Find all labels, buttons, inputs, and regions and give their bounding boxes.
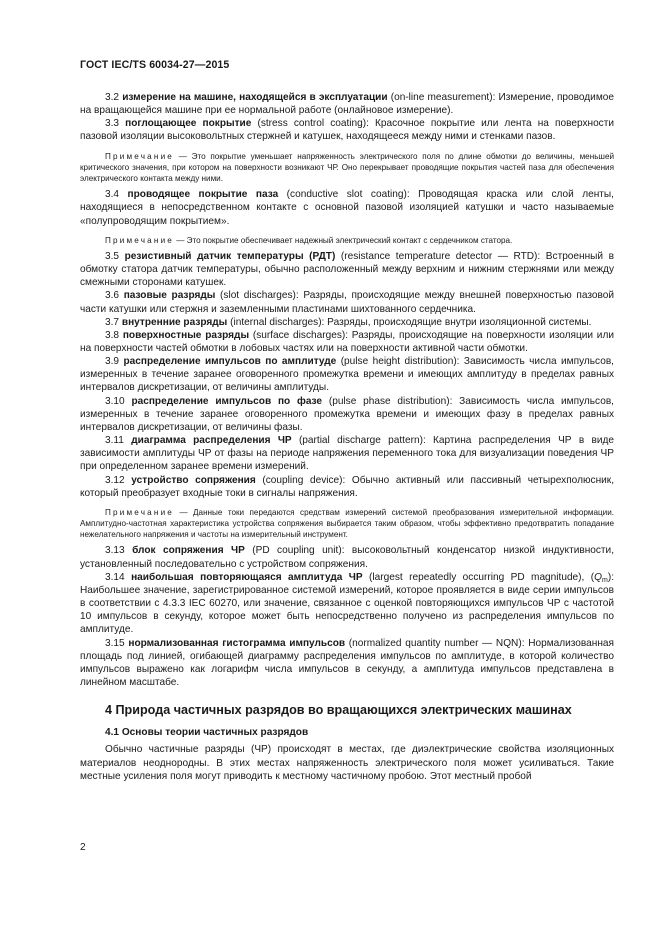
term-name: распределение импульсов по амплитуде: [123, 356, 337, 368]
term-3-15: [80, 637, 614, 690]
term-number: 3.5: [105, 250, 120, 262]
term-name: внутренние разряды: [121, 316, 228, 328]
note-1: [80, 151, 614, 185]
page-number: 2: [80, 842, 86, 853]
term-3-4: [80, 188, 614, 227]
term-definition: (on-line measurement): Измерение, проводимое на вращающейся машине при ее нормальной работе (онлайновое измерение).: [80, 92, 614, 117]
symbol-q-subscript: m: [601, 576, 608, 584]
term-name: поверхностные разряды: [122, 329, 250, 341]
term-definition: (pulse height distribution): Зависимость числа импульсов, измеренных в течение заранее оговоренного промежутка времени и имеющих амплитуду в пределах равных интервалов дискретизации, от величины амплитуды.: [80, 356, 614, 394]
term-definition: (stress control coating): Красочное покрытие или лента на поверхности пазовой изоляции высоковольтных стержней и катушек, находящееся между ними и стенками пазов.: [80, 118, 614, 143]
term-name: устройство сопряжения: [131, 474, 256, 486]
term-3-12: [80, 474, 614, 500]
term-3-7: [80, 316, 614, 329]
note-label: Примечание: [105, 507, 175, 517]
term-number: 3.8: [105, 329, 120, 341]
term-name: проводящее покрытие паза: [127, 189, 279, 201]
term-name: распределение импульсов по фазе: [131, 395, 323, 407]
term-number: 3.2: [105, 92, 120, 103]
term-definition-part-b: ): Наибольшее значение, зарегистрированное системой измерений, которое проявляется в виде серии импульсов в соответствии с 4.3.3 IEC 60270, или значение, связанное с оценкой повторяющихся импульсов ЧР с частотой 10 импульсов в секунду, которое может быть непосредственно получено из распределения импульсов по амплитуде.: [80, 571, 614, 636]
term-3-14: [80, 571, 614, 637]
note-dash: —: [174, 235, 187, 245]
term-definition: (resistance temperature detector — RTD): Встроенный в обмотку статора датчик температуры, обычно расположенный между верхним и нижним стержнями или между смежными сторонами катушек.: [80, 250, 614, 289]
standard-header: ГОСТ IEC/TS 60034-27—2015: [80, 59, 230, 71]
term-definition: (internal discharges): Разряды, происходящие внутри изоляционной системы.: [227, 316, 592, 328]
term-definition: (partial discharge pattern): Картина распределения ЧР в виде зависимости амплитуды ЧР от фазы на периоде напряжения переменного тока для визуализации поведения ЧР при определенном заранее времени измерений.: [80, 435, 614, 473]
subsection-4-1-title: 4.1 Основы теории частичных разрядов: [105, 727, 309, 739]
note-2: [80, 235, 614, 246]
term-3-2: [80, 91, 614, 117]
term-name: наибольшая повторяющаяся амплитуда ЧР: [131, 571, 363, 583]
term-definition: (pulse phase distribution): Зависимость числа импульсов, измеренных в течение заранее оговоренного промежутка времени и имеющих фазу в пределах равных интервалов дискретизации, от величины фазы.: [80, 395, 614, 433]
term-number: 3.14: [105, 571, 125, 583]
note-label: Примечание: [105, 151, 175, 161]
term-3-13: [80, 544, 614, 570]
term-3-3: [80, 117, 614, 143]
note-text: Данные токи передаются средствам измерений системой преобразования измерительной информации. Амплитудно-частотная характеристика устройства сопряжения выбирается таким образом, чтобы эффективно предотвратить попадание нежелательного напряжения и частоты на измерительный инструмент.: [80, 507, 614, 540]
note-text: Это покрытие уменьшает напряженность электрического поля по длине обмотки до величины, меньшей критического значения, при котором на поверхности возникают ЧР. Оно перекрывает проводящие покрытия частей паза для обеспечения электрического контакта между ними.: [80, 151, 614, 184]
note-3: [80, 507, 614, 541]
term-3-5: [80, 250, 614, 289]
term-definition-part-a: (largest repeatedly occurring PD magnitude), (: [362, 571, 595, 583]
term-name: резистивный датчик температуры (РДТ): [124, 250, 336, 262]
term-name: поглощающее покрытие: [125, 118, 252, 130]
term-definition: (slot discharges): Разряды, происходящие между внешней поверхностью пазовой части катушки или стержня и заземленными пластинами шихтованного сердечника.: [80, 290, 614, 315]
term-name: измерение на машине, находящейся в эксплуатации: [122, 92, 388, 103]
term-number: 3.6: [105, 290, 120, 302]
section-4-title: 4 Природа частичных разрядов во вращающихся электрических машинах: [105, 703, 572, 718]
term-3-8: [80, 329, 614, 355]
symbol-q: Q: [594, 571, 602, 583]
term-number: 3.12: [105, 474, 125, 486]
term-3-11: [80, 434, 614, 473]
term-number: 3.11: [105, 435, 124, 447]
note-dash: —: [174, 151, 192, 161]
term-definition: (surface discharges): Разряды, происходящие на поверхности изоляции или на поверхности частей обмотки в лобовых частях или на поверхности активной части обмотки.: [80, 329, 614, 354]
term-name: диаграмма распределения ЧР: [131, 435, 292, 447]
note-text: Это покрытие обеспечивает надежный электрический контакт с сердечником статора.: [186, 235, 513, 245]
term-name: нормализованная гистограмма импульсов: [128, 637, 346, 649]
term-number: 3.10: [105, 395, 125, 407]
term-number: 3.4: [105, 189, 120, 201]
section-4-1-paragraph: Обычно частичные разряды (ЧР) происходят в местах, где диэлектрические свойства изоляционных материалов неоднородны. В этих местах напряженность электрического поля может усиливаться. Такие местные усиления поля могут приводить к местному частичному пробою. Этот местный пробой: [80, 744, 614, 782]
term-definition: (PD coupling unit): высоковольтный конденсатор низкой индуктивности, установленный последовательно с устройством сопряжения.: [80, 545, 614, 570]
page-content: [80, 91, 614, 783]
term-3-10: [80, 395, 614, 434]
term-number: 3.15: [105, 637, 125, 649]
term-number: 3.7: [105, 316, 120, 328]
term-name: пазовые разряды: [123, 290, 216, 302]
term-3-6: [80, 289, 614, 315]
note-label: Примечание: [105, 235, 175, 245]
term-number: 3.13: [105, 545, 125, 557]
term-name: блок сопряжения ЧР: [132, 545, 245, 557]
term-definition: (conductive slot coating): Проводящая краска или слой ленты, находящиеся в непосредственном контакте с основной пазовой изоляцией катушки и часто называемые «полупроводящим покрытием».: [80, 189, 614, 227]
term-definition: (normalized quantity number — NQN): Нормализованная площадь под линией, огибающей диаграмму распределения импульсов по амплитуде, в которой количество импульсов выражено как логарифм числа импульсов в секунду, а амплитуда импульсов представлена в линейном масштабе.: [80, 637, 615, 689]
note-dash: —: [174, 507, 194, 517]
term-3-9: [80, 355, 614, 394]
term-number: 3.3: [105, 118, 120, 130]
term-number: 3.9: [105, 356, 120, 368]
term-definition: (coupling device): Обычно активный или пассивный четырехполюсник, который преобразует входные токи в сигналы напряжения.: [80, 474, 615, 499]
